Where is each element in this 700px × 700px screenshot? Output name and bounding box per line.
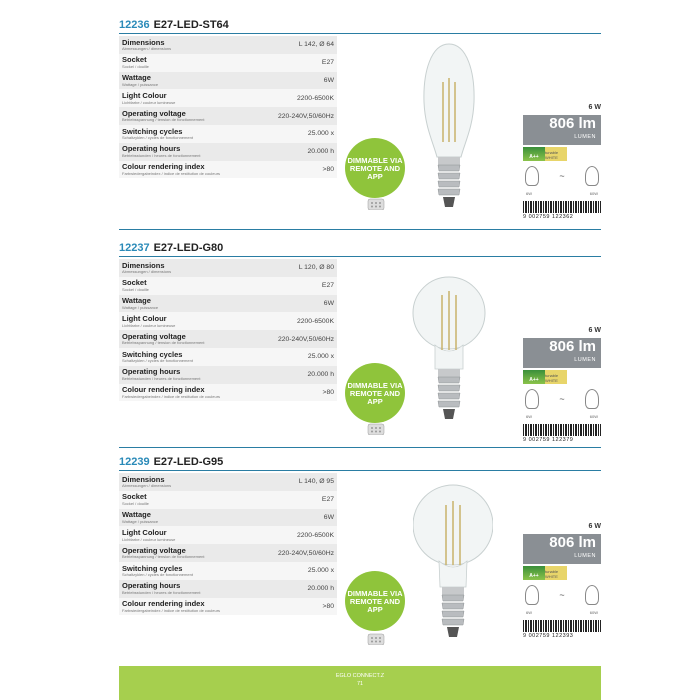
energy-class: A++ — [523, 566, 545, 580]
lumen-unit: LUMEN — [574, 134, 596, 140]
spec-value: 220-240V,50/60Hz — [277, 549, 334, 557]
spec-label: Colour rendering index — [122, 385, 205, 395]
spec-sublabel: Betriebsspannung / tension de fonctionnement — [122, 117, 205, 123]
spec-sublabel: Schaltzyklen / cycles de fonctionnement — [122, 135, 193, 141]
equivalent-sign: ~ — [559, 171, 565, 181]
spec-sublabel: Sockel / douille — [122, 500, 149, 506]
wattage-label: 6 W — [588, 104, 601, 111]
remote-icon — [364, 421, 388, 435]
spec-value: 20.000 h — [307, 371, 334, 379]
spec-table — [119, 259, 337, 401]
spec-sublabel: Farbwiedergabeindex / indice de restitution de couleurs — [122, 607, 221, 613]
spec-value: 220-240V,50/60Hz — [277, 112, 334, 120]
spec-row — [119, 36, 337, 54]
spec-table — [119, 36, 337, 178]
spec-label: Operating hours — [122, 581, 181, 591]
comparison-labels — [523, 610, 601, 620]
comparison-labels — [523, 191, 601, 201]
remote-icon — [364, 631, 388, 645]
section-divider — [119, 447, 601, 448]
spec-label: Socket — [122, 492, 147, 502]
wattage-comparison — [523, 384, 601, 414]
spec-sublabel: Betriebsspannung / tension de fonctionnement — [122, 340, 205, 346]
spec-row — [119, 473, 337, 491]
spec-row — [119, 562, 337, 580]
equivalent-sign: ~ — [559, 394, 565, 404]
spec-value: 220-240V,50/60Hz — [277, 335, 334, 343]
spec-row — [119, 125, 337, 143]
spec-value: E27 — [321, 282, 334, 290]
lumen-unit: LUMEN — [574, 357, 596, 363]
product-name: E27-LED-G80 — [153, 242, 224, 254]
lumen-value: 806 lm — [549, 534, 596, 551]
energy-label — [523, 566, 601, 580]
spec-sublabel: Betriebsstunden / heures de fonctionnement — [122, 589, 201, 595]
page-footer — [119, 666, 601, 700]
wattage-comparison — [523, 580, 601, 610]
spec-label: Operating voltage — [122, 331, 186, 341]
spec-value: 2200-6500K — [296, 531, 334, 539]
spec-row — [119, 366, 337, 384]
spec-row — [119, 348, 337, 366]
spec-sublabel: Lichtfarbe / couleur lumineuse — [122, 536, 176, 542]
spec-sublabel: Wattage / puissance — [122, 81, 159, 87]
spec-value: 25.000 x — [307, 353, 334, 361]
page-number: 71 — [356, 680, 364, 687]
spec-row — [119, 295, 337, 313]
led-bulb-g95-image — [413, 477, 493, 661]
spec-value: E27 — [321, 59, 334, 67]
energy-label — [523, 370, 601, 384]
spec-value: L 140, Ø 95 — [298, 478, 334, 486]
lumen-value: 806 lm — [549, 115, 596, 132]
section-divider — [119, 229, 601, 230]
spec-label: Socket — [122, 278, 147, 288]
energy-label — [523, 147, 601, 161]
spec-row — [119, 580, 337, 598]
wattage-comparison — [523, 161, 601, 191]
product-header — [119, 16, 601, 34]
product-block-12239 — [119, 453, 601, 663]
lumen-box — [523, 115, 601, 145]
spec-row — [119, 526, 337, 544]
product-badge-column — [523, 104, 601, 221]
led-bulb-icon — [525, 389, 539, 409]
spec-value: 6W — [323, 76, 334, 84]
spec-sublabel: Abmessungen / dimensions — [122, 483, 172, 489]
spec-label: Wattage — [122, 296, 151, 306]
spec-label: Colour rendering index — [122, 162, 205, 172]
dimmable-badge: DIMMABLE VIA REMOTE AND APP — [345, 138, 405, 198]
spec-row — [119, 384, 337, 402]
product-block-12237 — [119, 239, 601, 445]
spec-label: Light Colour — [122, 91, 167, 101]
spec-sublabel: Schaltzyklen / cycles de fonctionnement — [122, 572, 193, 578]
spec-sublabel: Sockel / douille — [122, 286, 149, 292]
spec-row — [119, 161, 337, 179]
led-bulb-st64-image — [419, 42, 479, 212]
spec-label: Operating voltage — [122, 108, 186, 118]
incandescent-watt: 60W — [589, 610, 598, 615]
lumen-unit: LUMEN — [574, 553, 596, 559]
led-watt: 6W — [526, 414, 532, 419]
lumen-value: 806 lm — [549, 338, 596, 355]
wattage-label: 6 W — [588, 327, 601, 334]
spec-value: >80 — [322, 602, 334, 610]
spec-sublabel: Lichtfarbe / couleur lumineuse — [122, 322, 176, 328]
spec-label: Wattage — [122, 510, 151, 520]
product-header — [119, 239, 601, 257]
spec-sublabel: Abmessungen / dimensions — [122, 46, 172, 52]
spec-row — [119, 89, 337, 107]
spec-label: Operating voltage — [122, 545, 186, 555]
spec-row — [119, 544, 337, 562]
spec-sublabel: Wattage / puissance — [122, 304, 159, 310]
spec-row — [119, 277, 337, 295]
spec-sublabel: Betriebsspannung / tension de fonctionnement — [122, 554, 205, 560]
spec-value: >80 — [322, 165, 334, 173]
spec-row — [119, 107, 337, 125]
spec-value: 6W — [323, 299, 334, 307]
spec-value: E27 — [321, 496, 334, 504]
spec-label: Switching cycles — [122, 126, 183, 136]
spec-label: Light Colour — [122, 528, 167, 538]
spec-value: 20.000 h — [307, 148, 334, 156]
spec-table — [119, 473, 337, 615]
product-code: 12239 — [119, 456, 150, 468]
spec-label: Switching cycles — [122, 563, 183, 573]
spec-value: 25.000 x — [307, 567, 334, 575]
barcode-icon — [523, 620, 601, 632]
spec-sublabel: Farbwiedergabeindex / indice de restitution de couleurs — [122, 393, 221, 399]
spec-row — [119, 598, 337, 616]
product-code: 12237 — [119, 242, 150, 254]
spec-label: Operating hours — [122, 144, 181, 154]
spec-value: 2200-6500K — [296, 317, 334, 325]
spec-value: 6W — [323, 513, 334, 521]
spec-sublabel: Sockel / douille — [122, 63, 149, 69]
led-watt: 6W — [526, 191, 532, 196]
tunable-white-label: tunable WHITE — [545, 147, 567, 161]
spec-label: Dimensions — [122, 260, 165, 270]
spec-sublabel: Abmessungen / dimensions — [122, 269, 172, 275]
spec-label: Socket — [122, 55, 147, 65]
barcode-icon — [523, 201, 601, 213]
comparison-labels — [523, 414, 601, 424]
incandescent-bulb-icon — [585, 166, 599, 186]
footer-brand: EGLO CONNECT.Z — [335, 673, 385, 679]
incandescent-bulb-icon — [585, 389, 599, 409]
incandescent-watt: 60W — [589, 414, 598, 419]
incandescent-bulb-icon — [585, 585, 599, 605]
spec-row — [119, 312, 337, 330]
incandescent-watt: 60W — [589, 191, 598, 196]
spec-label: Dimensions — [122, 37, 165, 47]
product-badge-column — [523, 327, 601, 444]
spec-value: 20.000 h — [307, 585, 334, 593]
spec-value: >80 — [322, 388, 334, 396]
spec-label: Colour rendering index — [122, 599, 205, 609]
energy-class: A++ — [523, 147, 545, 161]
led-bulb-g80-image — [411, 265, 487, 439]
energy-class: A++ — [523, 370, 545, 384]
remote-icon — [364, 196, 388, 210]
lumen-box — [523, 338, 601, 368]
spec-sublabel: Lichtfarbe / couleur lumineuse — [122, 99, 176, 105]
spec-row — [119, 72, 337, 90]
spec-row — [119, 54, 337, 72]
spec-label: Dimensions — [122, 474, 165, 484]
spec-sublabel: Betriebsstunden / heures de fonctionnement — [122, 152, 201, 158]
spec-sublabel: Farbwiedergabeindex / indice de restitution de couleurs — [122, 170, 221, 176]
led-bulb-icon — [525, 166, 539, 186]
equivalent-sign: ~ — [559, 590, 565, 600]
spec-value: 25.000 x — [307, 130, 334, 138]
spec-value: L 142, Ø 64 — [298, 41, 334, 49]
spec-row — [119, 143, 337, 161]
wattage-label: 6 W — [588, 523, 601, 530]
spec-row — [119, 509, 337, 527]
tunable-white-label: tunable WHITE — [545, 370, 567, 384]
barcode-number: 9 002759 122362 — [523, 214, 574, 220]
dimmable-badge: DIMMABLE VIA REMOTE AND APP — [345, 571, 405, 631]
spec-value: 2200-6500K — [296, 94, 334, 102]
spec-row — [119, 491, 337, 509]
spec-row — [119, 330, 337, 348]
spec-label: Switching cycles — [122, 349, 183, 359]
spec-value: L 120, Ø 80 — [298, 264, 334, 272]
spec-label: Light Colour — [122, 314, 167, 324]
product-badge-column — [523, 523, 601, 640]
spec-sublabel: Wattage / puissance — [122, 518, 159, 524]
product-block-12236 — [119, 16, 601, 222]
tunable-white-label: tunable WHITE — [545, 566, 567, 580]
spec-sublabel: Schaltzyklen / cycles de fonctionnement — [122, 358, 193, 364]
led-bulb-icon — [525, 585, 539, 605]
spec-label: Operating hours — [122, 367, 181, 377]
product-name: E27-LED-G95 — [153, 456, 224, 468]
product-header — [119, 453, 601, 471]
product-name: E27-LED-ST64 — [153, 19, 229, 31]
spec-sublabel: Betriebsstunden / heures de fonctionnement — [122, 375, 201, 381]
barcode-number: 9 002759 122393 — [523, 633, 574, 639]
spec-row — [119, 259, 337, 277]
lumen-box — [523, 534, 601, 564]
barcode-number: 9 002759 122379 — [523, 437, 574, 443]
dimmable-badge: DIMMABLE VIA REMOTE AND APP — [345, 363, 405, 423]
spec-label: Wattage — [122, 73, 151, 83]
product-code: 12236 — [119, 19, 150, 31]
barcode-icon — [523, 424, 601, 436]
led-watt: 6W — [526, 610, 532, 615]
